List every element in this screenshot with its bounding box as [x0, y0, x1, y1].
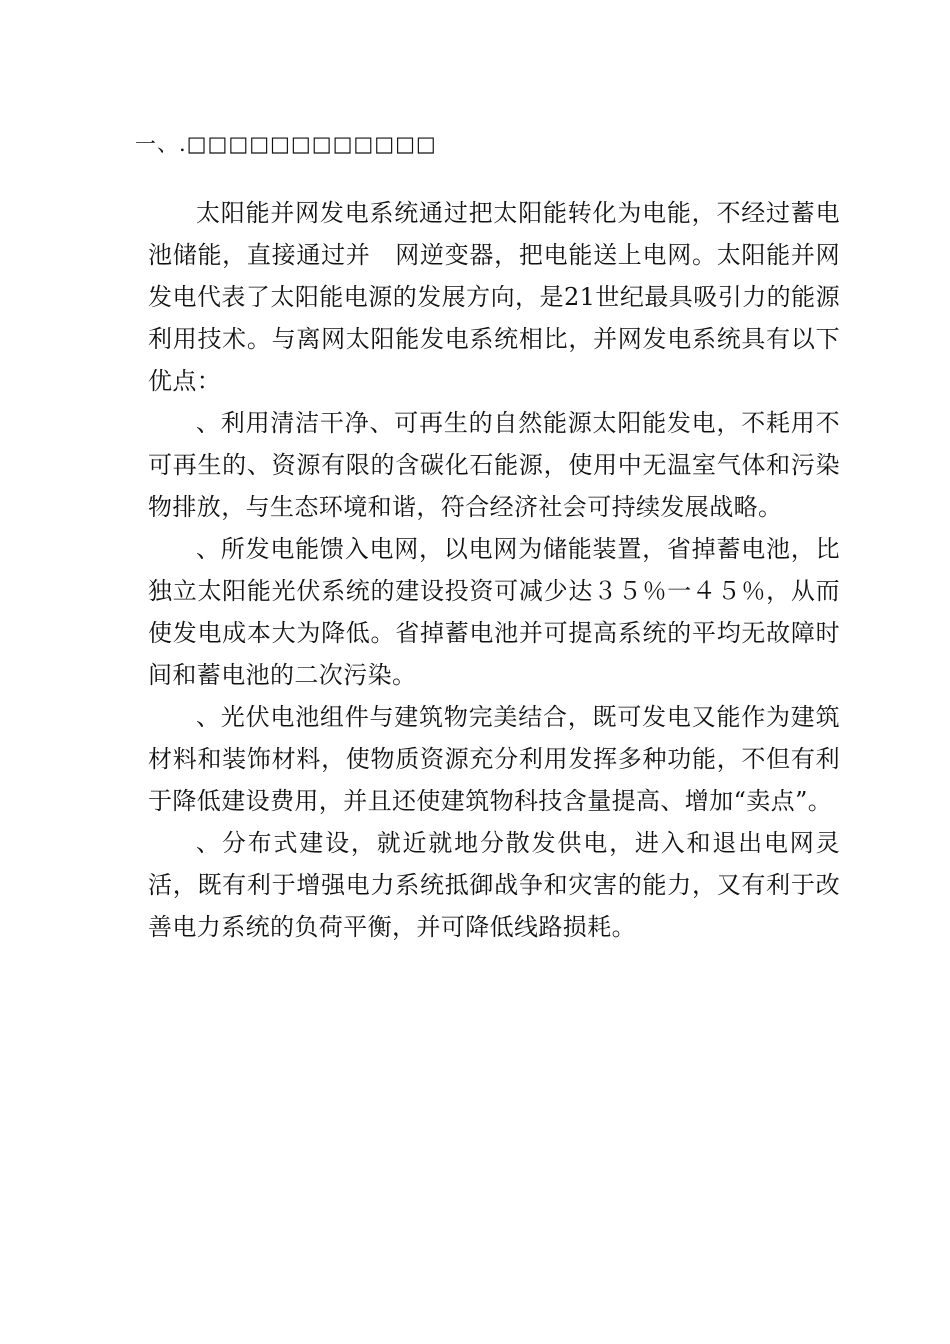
- intro-paragraph: 太阳能并网发电系统通过把太阳能转化为电能，不经过蓄电池储能，直接通过并 网逆变器，把电能送上电网。太阳能并网发电代表了太阳能电源的发展方向，是21世纪最具吸引力的能源利用技术。与离网太阳能发电系统相比，并网发电系统具有以下优点：: [148, 199, 840, 395]
- advantage-paragraph-grid-storage: 、所发电能馈入电网，以电网为储能装置，省掉蓄电池，比独立太阳能光伏系统的建设投资可减少达３５％一４５％，从而使发电成本大为降低。省掉蓄电池并可提高系统的平均无故障时间和蓄电池的二次污染。: [148, 535, 840, 689]
- advantage-paragraph-distributed: 、分布式建设，就近就地分散发供电，进入和退出电网灵活，既有利于增强电力系统抵御战争和灾害的能力，又有利于改善电力系统的负荷平衡，并可降低线路损耗。: [148, 829, 840, 941]
- advantage-paragraph-clean-energy: 、利用清洁干净、可再生的自然能源太阳能发电，不耗用不可再生的、资源有限的含碳化石能源，使用中无温室气体和污染物排放，与生态环境和谐，符合经济社会可持续发展战略。: [148, 409, 840, 521]
- advantage-paragraph-building-integration: 、光伏电池组件与建筑物完美结合，既可发电又能作为建筑材料和装饰材料，使物质资源充分利用发挥多种功能，不但有利于降低建设费用，并且还使建筑物科技含量提高、增加“卖点”。: [148, 703, 840, 815]
- document-body: [148, 192, 840, 948]
- section-heading: 一、.□□□□□□□□□□□□: [135, 132, 437, 156]
